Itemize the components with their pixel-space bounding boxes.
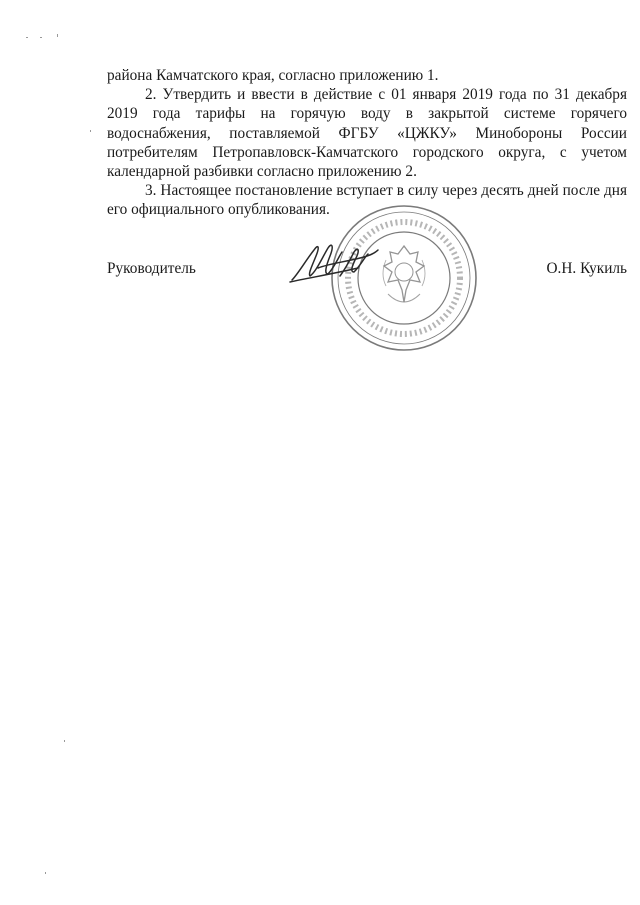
signer-name: О.Н. Кукиль bbox=[546, 260, 627, 277]
paragraph-item-2: 2. Утвердить и ввести в действие с 01 января 2019 года по 31 декабря 2019 года тарифы на горячую воду в закрытой системе горячего водоснабжения, поставляемой ФГБУ «ЦЖКУ» Минобороны России потребителям Петропавловск-Камчатского городского округа, с учетом календарной разбивки согласно приложению 2. bbox=[107, 86, 627, 181]
scan-speck bbox=[90, 130, 91, 132]
scan-speck bbox=[45, 872, 46, 874]
scan-speck bbox=[57, 34, 58, 37]
paragraph-continuation: района Камчатского края, согласно приложению 1. bbox=[107, 67, 439, 84]
signer-title: Руководитель bbox=[107, 260, 196, 277]
scan-speck bbox=[64, 740, 65, 742]
scan-speck bbox=[26, 37, 28, 38]
scan-speck bbox=[40, 37, 42, 38]
document-body bbox=[107, 66, 627, 220]
paragraph-item-3: 3. Настоящее постановление вступает в силу через десять дней после дня его официального опубликования. bbox=[107, 182, 627, 219]
handwritten-signature bbox=[288, 238, 388, 286]
